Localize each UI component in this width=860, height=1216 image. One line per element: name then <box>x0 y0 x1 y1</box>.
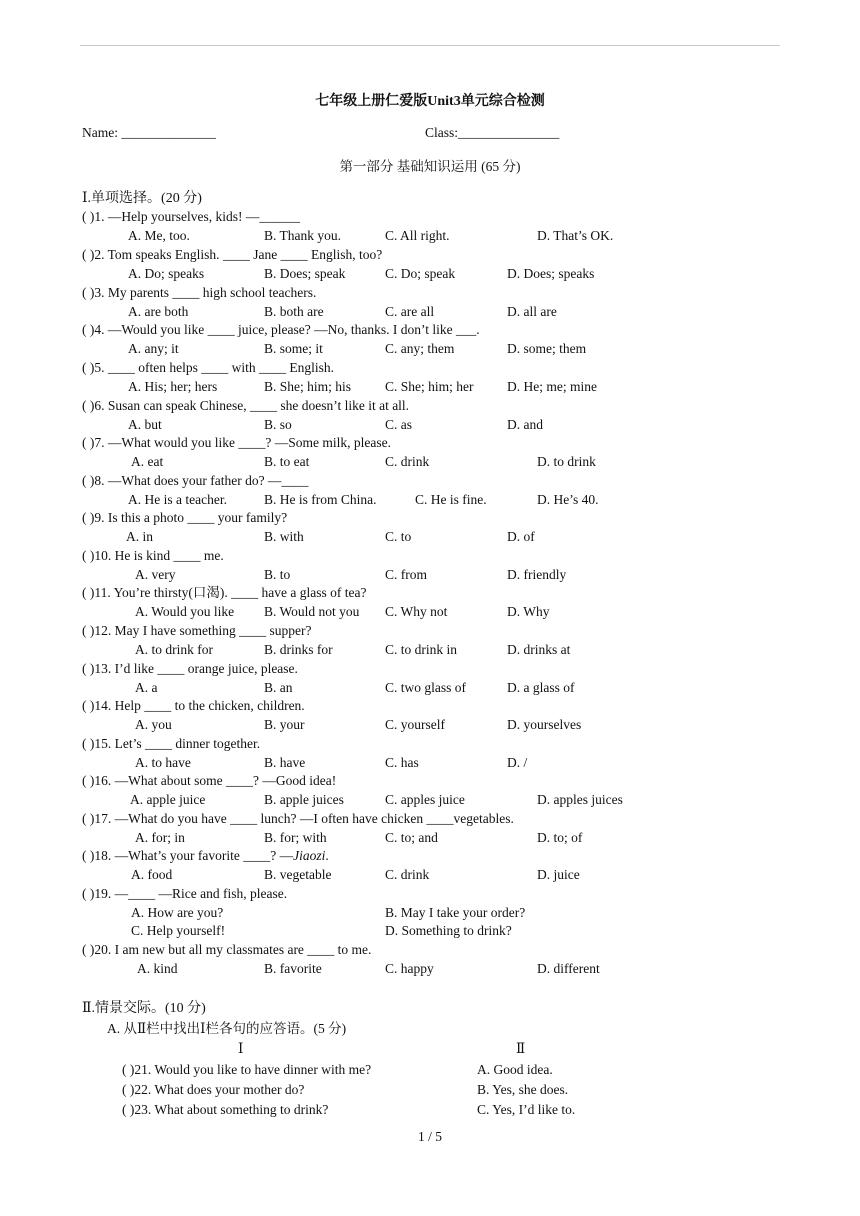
option-a: A. a <box>135 680 158 695</box>
option-c: C. to <box>385 529 412 544</box>
question-stem: ( )9. Is this a photo ____ your family? <box>82 510 288 525</box>
option-d: D. He; me; mine <box>507 379 597 394</box>
option-a: A. Me, too. <box>128 228 190 243</box>
option-c: C. has <box>385 755 419 770</box>
option-b: B. favorite <box>264 961 322 976</box>
option-b: B. some; it <box>264 341 323 356</box>
question-stem-italic: Jiaozi <box>293 848 326 863</box>
option-a: A. to drink for <box>135 642 213 657</box>
header-rule <box>80 45 780 46</box>
question-stem: ( )17. —What do you have ____ lunch? —I often have chicken ____vegetables. <box>82 811 514 826</box>
option-d: D. Does; speaks <box>507 266 595 281</box>
option-d: D. to drink <box>537 454 596 469</box>
option-a: A. kind <box>137 961 178 976</box>
option-d: D. / <box>507 755 528 770</box>
option-b: B. for; with <box>264 830 327 845</box>
question-stem: ( )6. Susan can speak Chinese, ____ she doesn’t like it at all. <box>82 398 410 413</box>
option-c: C. Help yourself! <box>131 923 226 938</box>
question-stem: ( )14. Help ____ to the chicken, children. <box>82 698 305 713</box>
option-a: A. food <box>131 867 173 882</box>
option-b: B. an <box>264 680 293 695</box>
match-answer: B. Yes, she does. <box>477 1082 569 1097</box>
option-a: A. eat <box>131 454 164 469</box>
option-b: B. drinks for <box>264 642 333 657</box>
question-stem: ( )10. He is kind ____ me. <box>82 548 224 563</box>
match-question: ( )23. What about something to drink? <box>122 1102 329 1117</box>
option-a: A. He is a teacher. <box>128 492 227 507</box>
match-answer: C. Yes, I’d like to. <box>477 1102 576 1117</box>
question-stem-end: . <box>325 848 329 863</box>
option-c: C. happy <box>385 961 434 976</box>
option-b: B. have <box>264 755 306 770</box>
option-a: A. in <box>126 529 153 544</box>
option-d: D. yourselves <box>507 717 582 732</box>
option-d: D. friendly <box>507 567 567 582</box>
option-a: A. any; it <box>128 341 179 356</box>
option-d: D. different <box>537 961 600 976</box>
question-stem: ( )1. —Help yourselves, kids! —______ <box>82 209 300 224</box>
option-a: A. for; in <box>135 830 185 845</box>
option-c: C. yourself <box>385 717 445 732</box>
question-stem: ( )11. You’re thirsty(口渴). ____ have a glass of tea? <box>82 585 367 600</box>
option-d: D. drinks at <box>507 642 571 657</box>
option-a: A. Would you like <box>135 604 235 619</box>
option-d: D. juice <box>537 867 580 882</box>
question-stem: ( )12. May I have something ____ supper? <box>82 623 312 638</box>
option-c: C. to; and <box>385 830 438 845</box>
option-d: D. That’s OK. <box>537 228 614 243</box>
option-b: B. with <box>264 529 304 544</box>
option-a: A. you <box>135 717 172 732</box>
question-stem: ( )5. ____ often helps ____ with ____ English. <box>82 360 334 375</box>
option-d: D. apples juices <box>537 792 623 807</box>
question-stem-text: ( )18. —What’s your favorite ____? — <box>82 848 294 863</box>
question-stem: ( )19. —____ —Rice and fish, please. <box>82 886 288 901</box>
option-c: C. apples juice <box>385 792 465 807</box>
option-b: B. Thank you. <box>264 228 341 243</box>
option-c: C. Why not <box>385 604 448 619</box>
option-b: B. your <box>264 717 305 732</box>
option-a: A. How are you? <box>131 905 224 920</box>
option-d: D. He’s 40. <box>537 492 599 507</box>
question-stem: ( )2. Tom speaks English. ____ Jane ____ English, too? <box>82 247 383 262</box>
option-b: B. He is from China. <box>264 492 377 507</box>
question-stem: ( )13. I’d like ____ orange juice, please. <box>82 661 298 676</box>
option-c: C. as <box>385 417 412 432</box>
question-stem: ( )20. I am new but all my classmates are ____ to me. <box>82 942 372 957</box>
option-c: C. are all <box>385 304 435 319</box>
option-b: B. May I take your order? <box>385 905 526 920</box>
section-1-heading: Ⅰ.单项选择。(20 分) <box>82 191 202 206</box>
option-c: C. She; him; her <box>385 379 474 394</box>
column-2-header: Ⅱ <box>516 1041 526 1056</box>
section-2a-instructions: A. 从Ⅱ栏中找出Ⅰ栏各句的应答语。(5 分) <box>107 1021 347 1036</box>
option-a: A. to have <box>135 755 191 770</box>
option-a: A. but <box>128 417 162 432</box>
option-c: C. two glass of <box>385 680 466 695</box>
column-1-header: Ⅰ <box>238 1041 244 1056</box>
option-d: D. Why <box>507 604 550 619</box>
option-d: D. of <box>507 529 535 544</box>
class-field: Class:_______________ <box>425 125 560 140</box>
section-2-heading: Ⅱ.情景交际。(10 分) <box>82 1001 206 1016</box>
option-d: D. Something to drink? <box>385 923 512 938</box>
question-stem <box>82 847 329 865</box>
option-b: B. Does; speak <box>264 266 346 281</box>
option-b: B. to <box>264 567 291 582</box>
option-a: A. His; her; hers <box>128 379 218 394</box>
option-b: B. She; him; his <box>264 379 352 394</box>
option-c: C. drink <box>385 867 430 882</box>
option-c: C. from <box>385 567 427 582</box>
question-stem: ( )7. —What would you like ____? —Some milk, please. <box>82 435 391 450</box>
option-b: B. so <box>264 417 292 432</box>
part-one-heading: 第一部分 基础知识运用 (65 分) <box>339 159 521 174</box>
option-b: B. Would not you <box>264 604 360 619</box>
option-d: D. a glass of <box>507 680 575 695</box>
question-stem: ( )3. My parents ____ high school teachers. <box>82 285 317 300</box>
question-stem: ( )15. Let’s ____ dinner together. <box>82 736 261 751</box>
option-a: A. apple juice <box>130 792 206 807</box>
page-number: 1 / 5 <box>417 1129 442 1144</box>
match-question: ( )22. What does your mother do? <box>122 1082 305 1097</box>
option-c: C. All right. <box>385 228 450 243</box>
question-stem: ( )4. —Would you like ____ juice, please? —No, thanks. I don’t like ___. <box>82 322 480 337</box>
option-c: C. He is fine. <box>415 492 487 507</box>
option-c: C. Do; speak <box>385 266 456 281</box>
option-b: B. to eat <box>264 454 310 469</box>
option-a: A. Do; speaks <box>128 266 205 281</box>
match-question: ( )21. Would you like to have dinner with me? <box>122 1062 372 1077</box>
option-c: C. to drink in <box>385 642 458 657</box>
name-field: Name: ______________ <box>82 125 216 140</box>
page-title: 七年级上册仁爱版Unit3单元综合检测 <box>315 94 545 109</box>
option-d: D. to; of <box>537 830 583 845</box>
option-a: A. very <box>135 567 176 582</box>
option-b: B. apple juices <box>264 792 344 807</box>
match-answer: A. Good idea. <box>477 1062 553 1077</box>
option-c: C. drink <box>385 454 430 469</box>
option-b: B. vegetable <box>264 867 332 882</box>
option-d: D. some; them <box>507 341 587 356</box>
option-b: B. both are <box>264 304 324 319</box>
option-d: D. and <box>507 417 543 432</box>
option-c: C. any; them <box>385 341 455 356</box>
question-stem: ( )16. —What about some ____? —Good idea! <box>82 773 337 788</box>
question-stem: ( )8. —What does your father do? —____ <box>82 473 309 488</box>
option-d: D. all are <box>507 304 557 319</box>
option-a: A. are both <box>128 304 189 319</box>
